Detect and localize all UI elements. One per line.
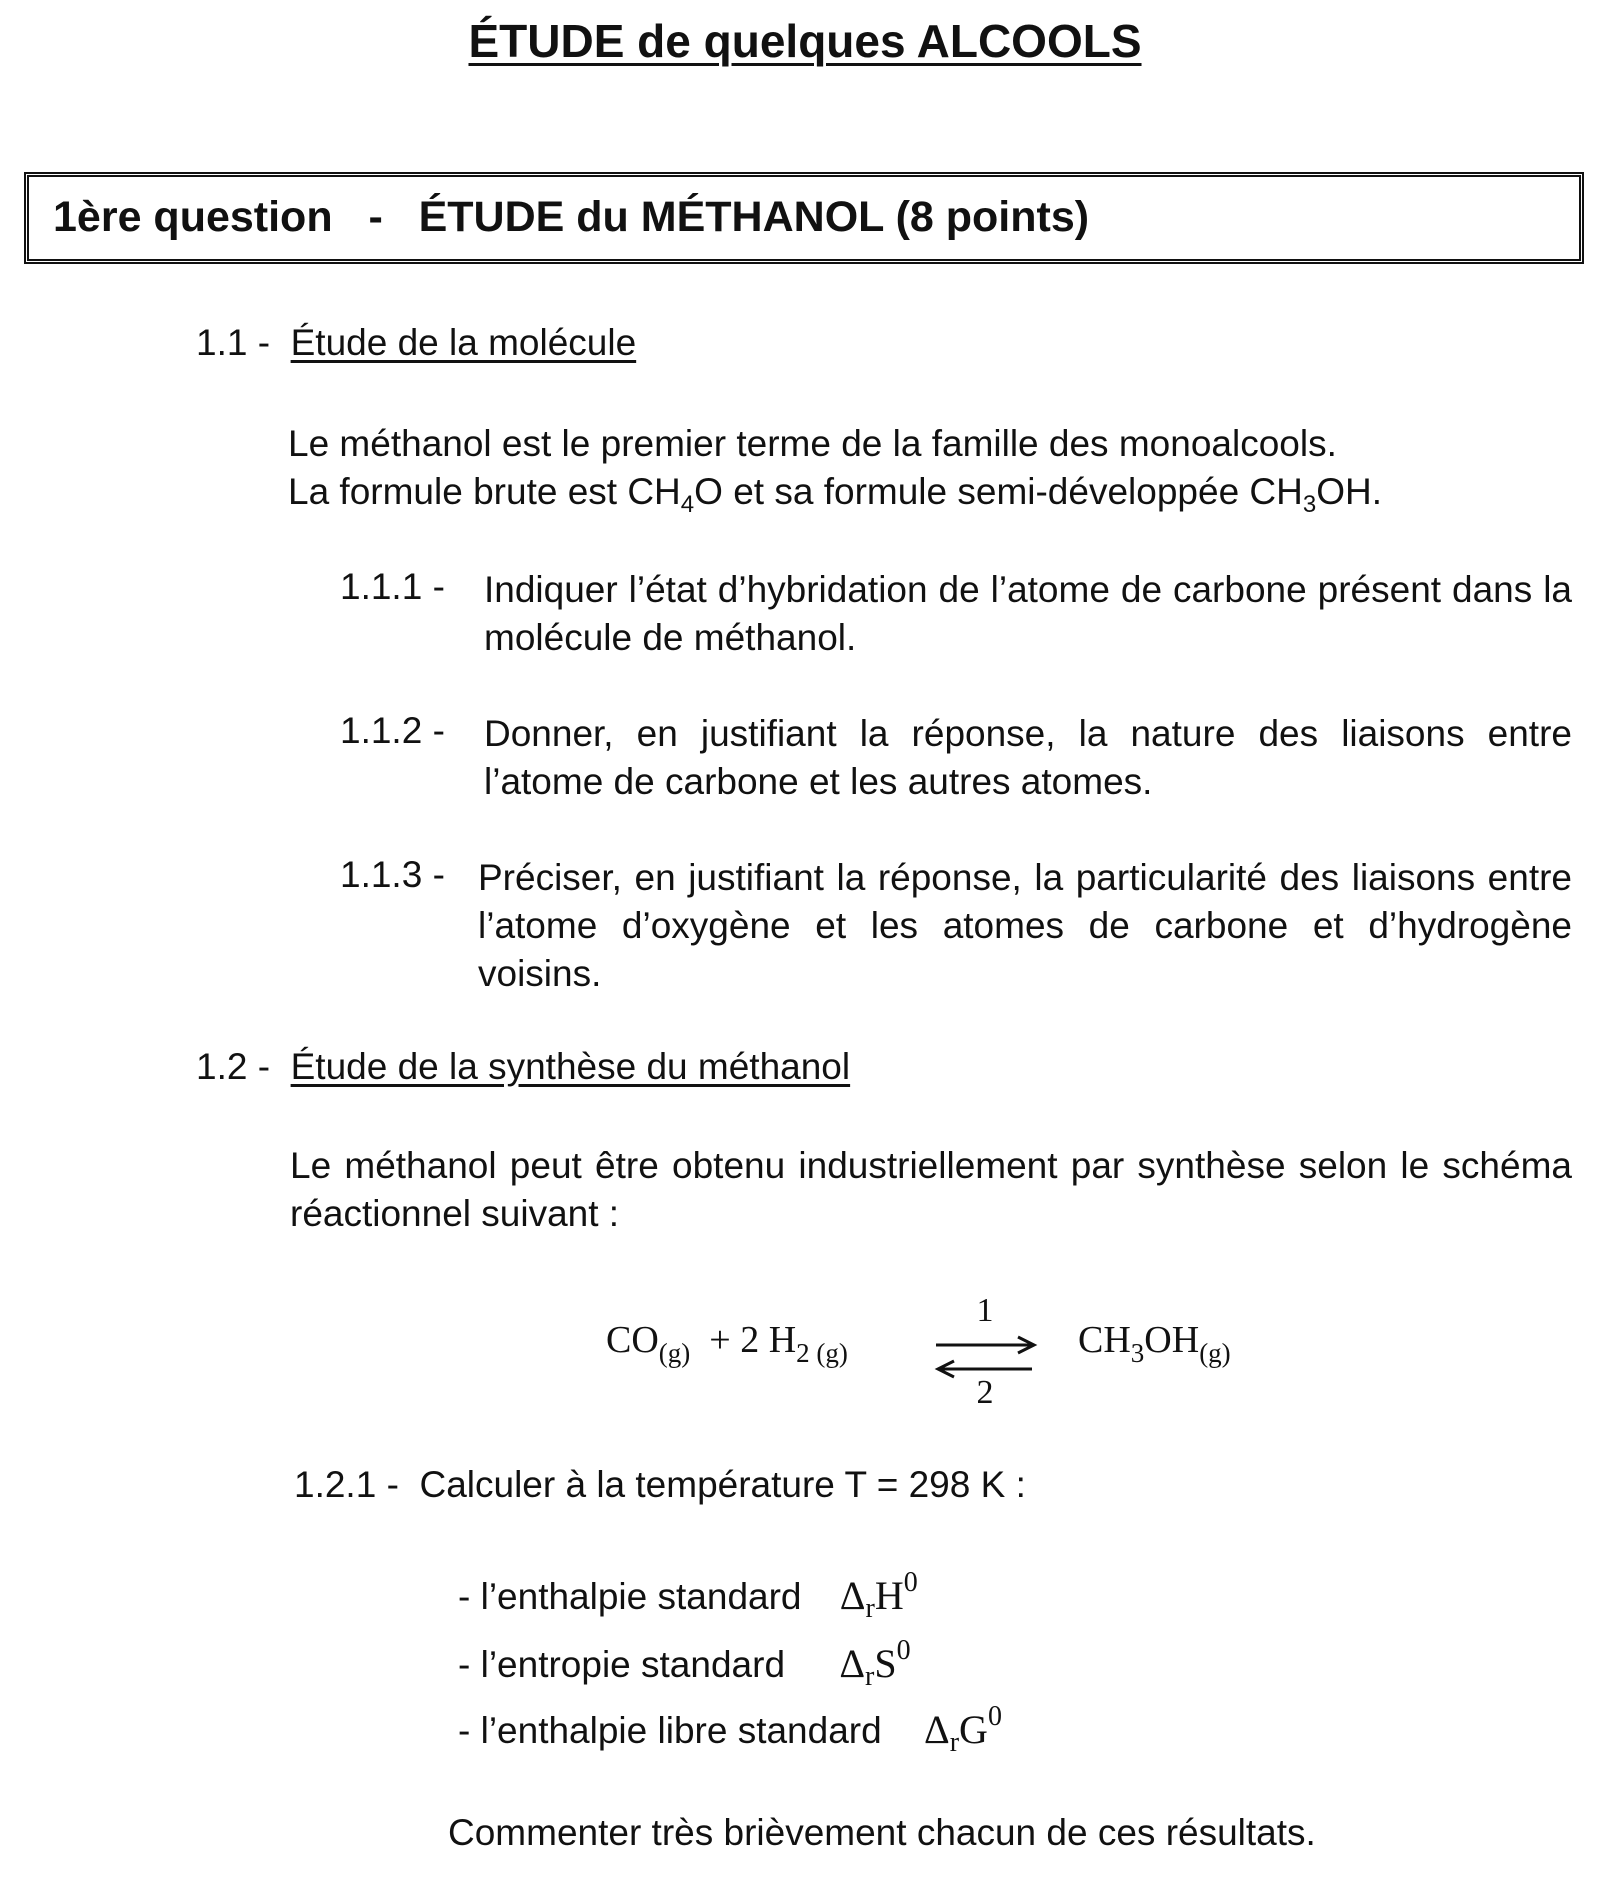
reactant-co: CO <box>606 1319 659 1361</box>
product-state: (g) <box>1199 1338 1231 1368</box>
comment-instruction: Commenter très brièvement chacun de ces résultats. <box>448 1812 1316 1853</box>
item-1-1-2-number: 1.1.2 - <box>340 710 445 751</box>
item-1-2-1-text: Calculer à la température T = 298 K : <box>419 1464 1026 1505</box>
question-header-box <box>24 172 1584 264</box>
intro-line-2: La formule brute est $CH_4O$ et sa formule semi-développée $CH_3OH$. <box>288 471 1383 518</box>
question-header <box>53 193 1089 242</box>
item-1-1-3-number: 1.1.3 - <box>340 854 445 895</box>
question-number: 1ère question <box>53 193 333 241</box>
item-1-2-1-number: 1.2.1 - <box>294 1464 399 1505</box>
intro-line-1: Le méthanol est le premier terme de la famille des monoalcools. <box>288 423 1337 464</box>
section-1-2-intro: Le méthanol peut être obtenu industriellement par synthèse selon le schéma réactionnel suivant : <box>290 1145 1572 1234</box>
reactant-co-state: (g) <box>658 1338 691 1368</box>
item-1-1-2-text: Donner, en justifiant la réponse, la nature des liaisons entre l’atome de carbone et les autres atomes. <box>484 713 1572 802</box>
item-1-1-3-text: Préciser, en justifiant la réponse, la particularité des liaisons entre l’atome d’oxygène et les atomes de carbone et d’hydrogène voisins. <box>478 857 1572 994</box>
list-item-entropy: - l’entropie standard $\Delta_rS^0$ <box>458 1635 911 1692</box>
document-title: ÉTUDE de quelques ALCOOLS <box>468 15 1142 67</box>
item-1-1-1-number: 1.1.1 - <box>340 566 445 607</box>
section-title: Étude de la synthèse du méthanol <box>290 1046 851 1087</box>
section-number: 1.2 - <box>196 1046 271 1087</box>
list-item-enthalpy: - l’enthalpie standard $\Delta_rH^0$ <box>458 1567 918 1624</box>
item-1-1-1-text: Indiquer l’état d’hybridation de l’atome de carbone présent dans la molécule de méthanol. <box>484 569 1572 658</box>
arrow-label-forward: 1 <box>976 1292 994 1329</box>
item-1-2-1 <box>294 1464 1026 1506</box>
section-title: Étude de la molécule <box>290 322 637 363</box>
question-heading: ÉTUDE du MÉTHANOL (8 points) <box>418 193 1090 241</box>
section-1-2-heading <box>196 1046 850 1088</box>
list-item-free-enthalpy: - l’enthalpie libre standard $\Delta_rG^0$ <box>458 1701 1002 1758</box>
product-methanol: $CH_3OH_{(g)}$ <box>1078 1319 1231 1368</box>
section-number: 1.1 - <box>196 322 271 363</box>
arrow-label-reverse: 2 <box>976 1374 994 1411</box>
section-1-1-heading <box>196 322 636 364</box>
question-dash: - <box>368 193 383 241</box>
reactant-h2: + 2 H <box>709 1319 797 1361</box>
reactant-h2-subscript: 2 (g) <box>796 1338 848 1368</box>
section-1-1-intro <box>288 420 1578 516</box>
reaction-equation <box>606 1318 848 1368</box>
